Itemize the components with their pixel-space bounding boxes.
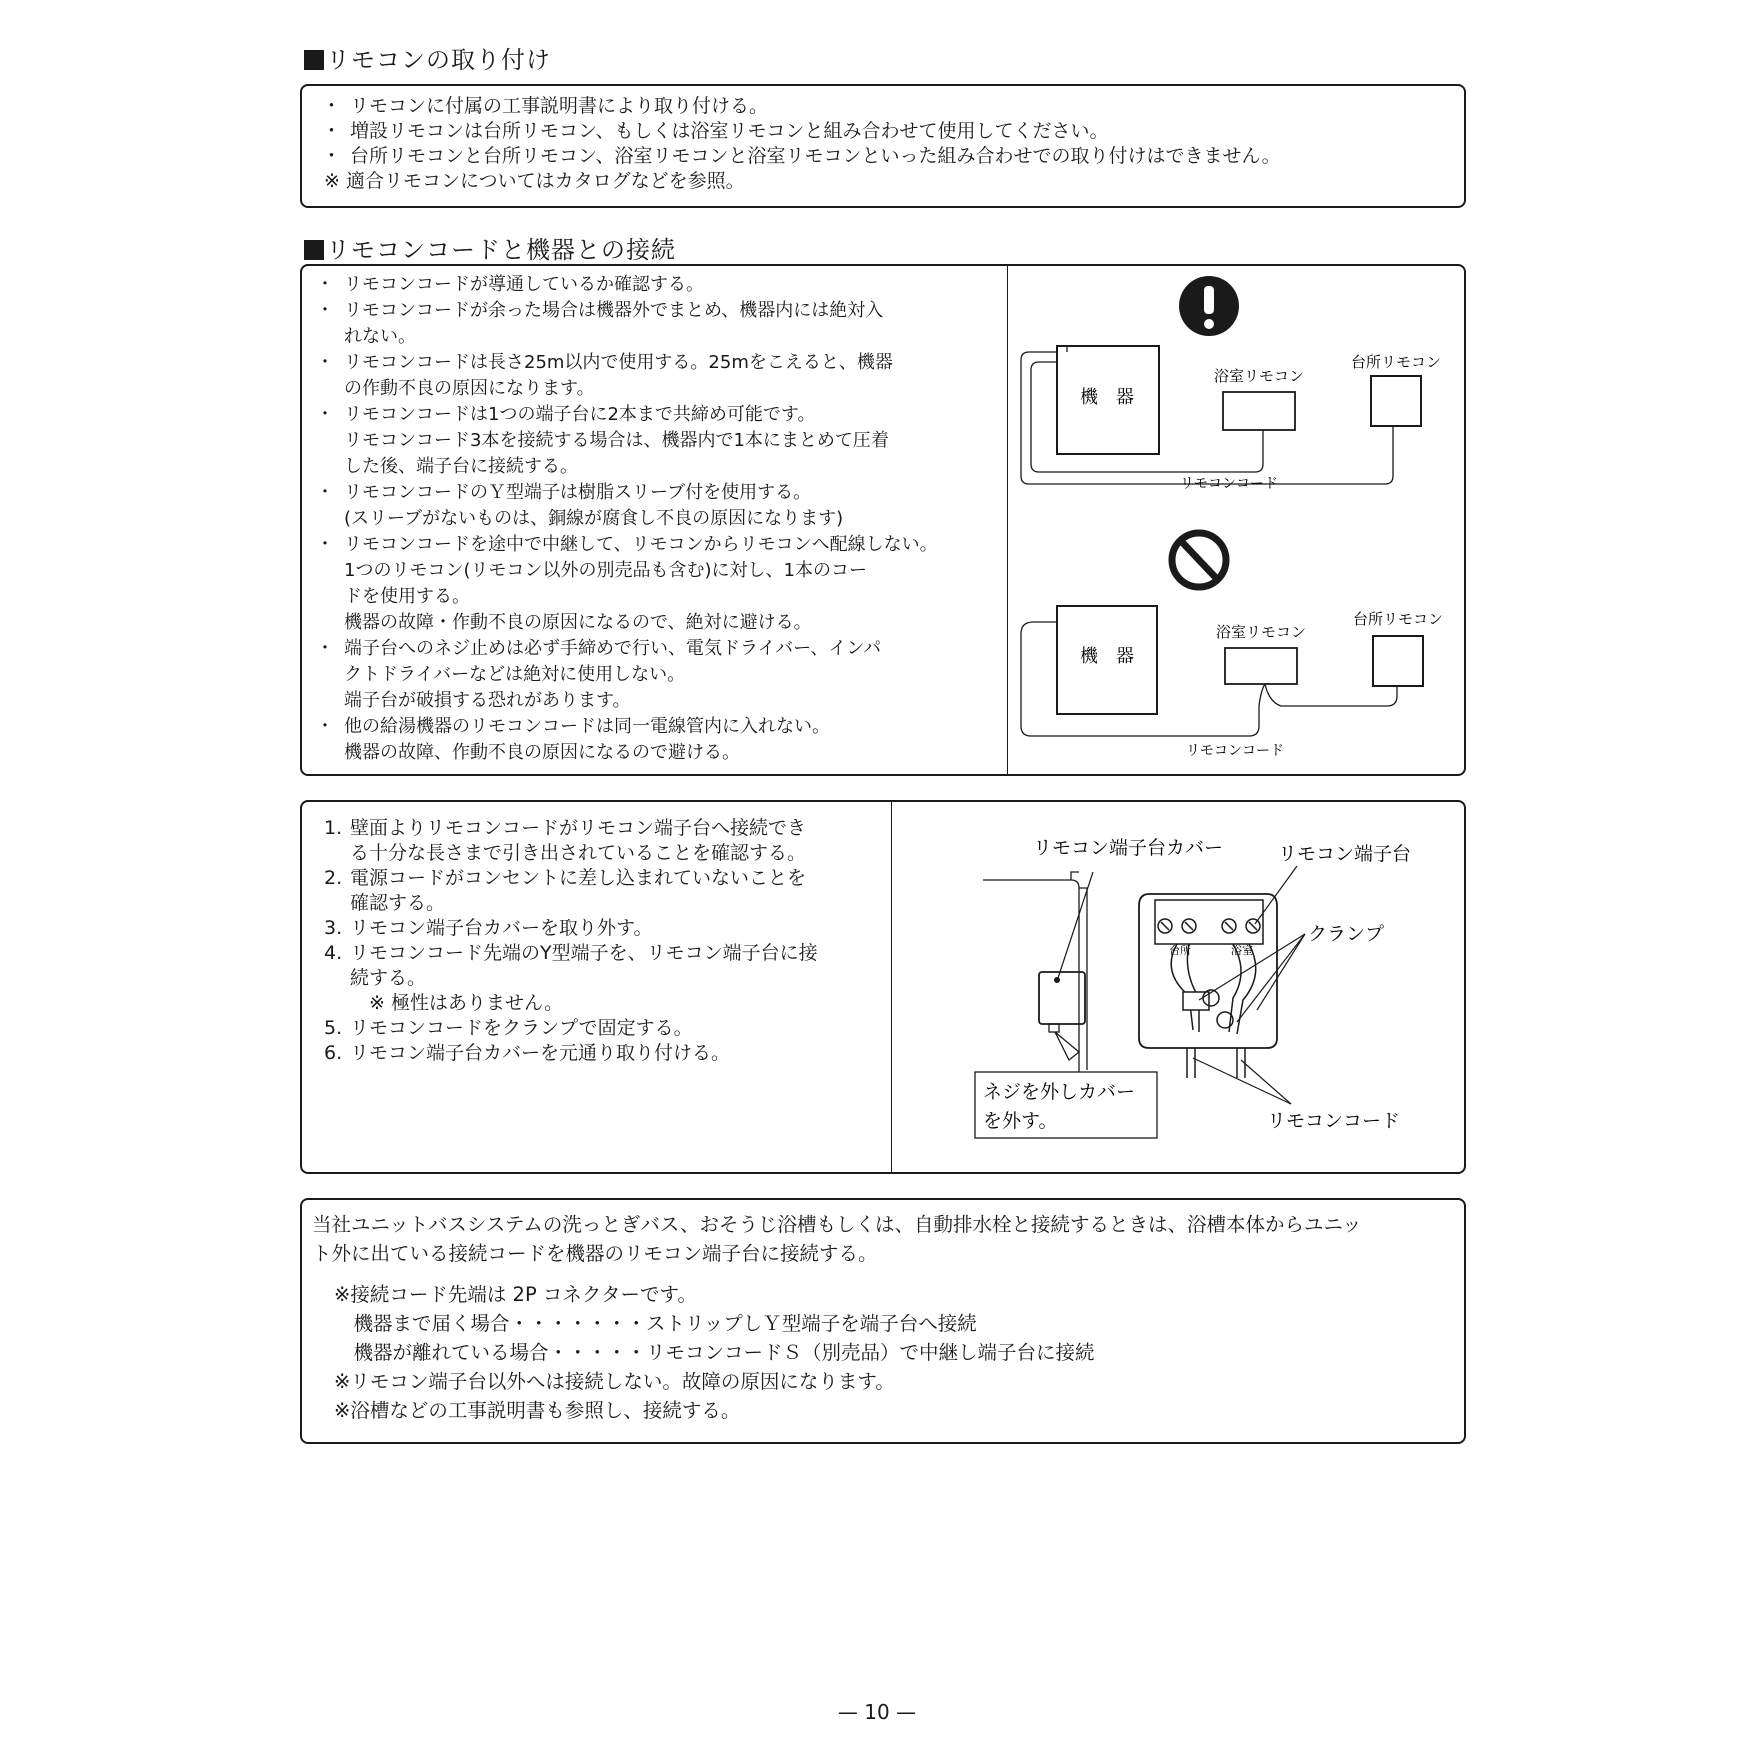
cord-rule-line: 機器の故障、作動不良の原因になるので避ける。: [344, 742, 740, 763]
bath-mark: 浴室: [1231, 944, 1253, 957]
kitchen-remote-box-2: [1373, 636, 1423, 686]
step-line: リモコンコードをクランプで固定する。: [350, 1017, 693, 1039]
spacer: [312, 1268, 1456, 1280]
unit-bath-note-line: ※接続コード先端は 2P コネクターです。: [334, 1283, 697, 1306]
step-line: 電源コードがコンセントに差し込まれていないことを: [350, 867, 807, 889]
unit-bath-note-line: ※浴槽などの工事説明書も参照し、接続する。: [334, 1399, 741, 1422]
bullet-dot: ・: [316, 638, 334, 659]
square-bullet-icon: [304, 50, 324, 70]
unit-side-view: [983, 872, 1087, 1072]
cord-label: リモコンコード: [1267, 1110, 1401, 1132]
bullet-dot: ・: [316, 716, 334, 737]
cord-rule-line: 他の給湯機器のリモコンコードは同一電線管内に入れない。: [344, 716, 830, 737]
step-line: リモコン端子台カバーを元通り取り付ける。: [350, 1042, 731, 1064]
unit-bath-line-1: 当社ユニットバスシステムの洗っとぎバス、おそうじ浴槽もしくは、自動排水栓と接続するときは、浴槽本体からユニッ: [312, 1213, 1362, 1236]
remote-install-list: [316, 94, 1454, 194]
box-divider: [1007, 266, 1008, 774]
cord-rule-line: リモコンコードが余った場合は機器外でまとめ、機器内には絶対入: [344, 300, 884, 321]
leader-dot: [1054, 977, 1060, 983]
unit-bath-note-line: 機器が離れている場合・・・・・リモコンコードＳ（別売品）で中継し端子台に接続: [334, 1341, 1095, 1364]
unit-bath-notes: [312, 1280, 1456, 1425]
step-number: 1.: [324, 817, 343, 839]
step-number: 6.: [324, 1042, 343, 1064]
procedure-step: [324, 866, 894, 916]
bullet-dot: ・: [316, 404, 334, 425]
bullet-dot: ・: [316, 352, 334, 373]
clamp-label: クランプ: [1308, 923, 1385, 945]
list-item: [316, 94, 1454, 119]
clamp-leader-line-3: [1257, 934, 1305, 1010]
cord-rule-line: リモコンコードのＹ型端子は樹脂スリーブ付を使用する。: [344, 482, 812, 503]
item-text: 増設リモコンは台所リモコン、もしくは浴室リモコンと組み合わせて使用してください。: [350, 120, 1109, 142]
unit-bath-line-2: ト外に出ている接続コードを機器のリモコン端子台に接続する。: [312, 1242, 878, 1265]
terminal-leader-line: [1255, 866, 1297, 924]
cord-rule-item: [310, 714, 1000, 766]
cord-rule-line: 1つのリモコン(リモコン以外の別売品も含む)に対し、1本のコー: [344, 560, 867, 581]
step-number: 4.: [324, 942, 343, 964]
step-list: [324, 816, 894, 1066]
section-heading-remote-install: [304, 40, 551, 75]
bullet-dot: ・: [316, 482, 334, 503]
bath-remote-box-2: [1225, 648, 1297, 684]
cover-label: リモコン端子台カバー: [1033, 837, 1224, 859]
step-line: 確認する。: [350, 892, 446, 914]
unit-label-1: 機 器: [1080, 387, 1134, 408]
cord-label-1: リモコンコード: [1180, 476, 1278, 492]
cord-rule-line: れない。: [344, 326, 416, 347]
item-text: リモコンに付属の工事説明書により取り付ける。: [350, 95, 769, 117]
cord-rule-item: [310, 532, 1000, 636]
procedure-step: [324, 1016, 894, 1041]
cord-rule-line: ドを使用する。: [344, 586, 470, 607]
cord-rule-item: [310, 298, 1000, 350]
cord-line-kitchen-1: [1021, 346, 1393, 484]
cord-leader-line-1: [1193, 1058, 1291, 1104]
wiring-diagram: [1009, 266, 1464, 774]
terminal-figure: [893, 802, 1464, 1172]
bullet-dot: ・: [316, 300, 334, 321]
cord-connection-box: [300, 264, 1466, 776]
bath-remote-label-2: 浴室リモコン: [1215, 623, 1307, 641]
compatible-remote-note: ※ 適合リモコンについてはカタログなどを参照。: [324, 170, 745, 192]
terminal-label: リモコン端子台: [1278, 843, 1412, 865]
square-bullet-icon: [304, 240, 324, 260]
cord-rule-line: した後、端子台に接続する。: [344, 456, 578, 477]
procedure-step: [324, 916, 894, 941]
bath-remote-box-1: [1223, 392, 1295, 430]
procedure-step: [324, 941, 894, 1016]
cord-rule-line: リモコンコードが導通しているか確認する。: [344, 274, 704, 295]
step-line: リモコン端子台カバーを取り外す。: [350, 917, 653, 939]
unit-bath-text: [312, 1210, 1456, 1425]
list-item: [316, 119, 1454, 144]
step-line: リモコンコード先端のY型端子を、リモコン端子台に接: [350, 942, 818, 964]
cord-rule-line: クトドライバーなどは絶対に使用しない。: [344, 664, 686, 685]
cover-leader-line: [1058, 872, 1093, 978]
bullet-dot: ・: [316, 534, 334, 555]
bullet-dot: ・: [316, 274, 334, 295]
cord-rule-line: (スリーブがないものは、銅線が腐食し不良の原因になります): [344, 508, 844, 529]
heading-text: リモコンの取り付け: [326, 46, 551, 74]
heading-text: リモコンコードと機器との接続: [326, 236, 676, 264]
prohibited-icon: [1172, 533, 1226, 587]
step-line: る十分な長さまで引き出されていることを確認する。: [350, 842, 807, 864]
procedure-steps: [324, 816, 894, 1066]
cord-label-2: リモコンコード: [1186, 743, 1284, 759]
screw-note-line-1: ネジを外しカバー: [983, 1081, 1136, 1103]
step-line: 壁面よりリモコンコードがリモコン端子台へ接続でき: [350, 817, 807, 839]
cord-rule-line: 端子台へのネジ止めは必ず手締めで行い、電気ドライバー、インパ: [344, 638, 882, 659]
item-text: 台所リモコンと台所リモコン、浴室リモコンと浴室リモコンといった組み合わせでの取り付けはできません。: [350, 145, 1281, 167]
bullet-dot: ・: [322, 145, 342, 167]
list-item: [316, 144, 1454, 169]
unit-bath-note-line: 機器まで届く場合・・・・・・・ストリップしＹ型端子を端子台へ接続: [334, 1312, 977, 1335]
cord-rule-item: [310, 272, 1000, 298]
step-line: ※ 極性はありません。: [350, 992, 564, 1014]
kitchen-remote-label-1: 台所リモコン: [1350, 353, 1442, 371]
cord-rule-item: [310, 480, 1000, 532]
procedure-step: [324, 1041, 894, 1066]
cord-rules: [310, 272, 1000, 766]
step-number: 3.: [324, 917, 343, 939]
terminal-procedure-box: [300, 800, 1466, 1174]
screw-note-line-2: を外す。: [983, 1110, 1058, 1132]
step-number: 2.: [324, 867, 343, 889]
cord-rule-line: リモコンコード3本を接続する場合は、機器内で1本にまとめて圧着: [344, 430, 889, 451]
bath-remote-label-1: 浴室リモコン: [1213, 367, 1305, 385]
unit-label-2: 機 器: [1080, 646, 1134, 667]
cord-rule-item: [310, 636, 1000, 714]
procedure-step: [324, 816, 894, 866]
step-line: 続する。: [350, 967, 427, 989]
cord-rule-item: [310, 402, 1000, 480]
kitchen-mark: 台所: [1169, 944, 1191, 957]
page-number: — 10 —: [837, 1700, 917, 1724]
cord-rule-line: 機器の故障・作動不良の原因になるので、絶対に避ける。: [344, 612, 812, 633]
box-divider: [891, 802, 892, 1172]
bullet-dot: ・: [322, 120, 342, 142]
remote-install-box: [300, 84, 1466, 208]
cord-rule-line: リモコンコードは長さ25m以内で使用する。25mをこえると、機器: [344, 352, 893, 373]
step-number: 5.: [324, 1017, 343, 1039]
section-heading-cord-connection: [304, 230, 676, 265]
bullet-dot: ・: [322, 95, 342, 117]
kitchen-remote-box-1: [1371, 376, 1421, 426]
cord-line-relay-2: [1265, 684, 1397, 706]
cord-rule-line: 端子台が破損する恐れがあります。: [344, 690, 631, 711]
cord-rule-line: の作動不良の原因になります。: [344, 378, 595, 399]
cord-leader-line-2: [1241, 1060, 1291, 1104]
cord-rule-item: [310, 350, 1000, 402]
unit-bath-connection-box: [300, 1198, 1466, 1444]
warning-exclamation-icon: [1179, 276, 1239, 336]
unit-bath-note-line: ※リモコン端子台以外へは接続しない。故障の原因になります。: [334, 1370, 895, 1393]
cord-rule-line: リモコンコードを途中で中継して、リモコンからリモコンへ配線しない。: [344, 534, 938, 555]
cord-rule-line: リモコンコードは1つの端子台に2本まで共締め可能です。: [344, 404, 816, 425]
cord-rules-list: [310, 272, 1000, 766]
kitchen-remote-label-2: 台所リモコン: [1352, 610, 1444, 628]
